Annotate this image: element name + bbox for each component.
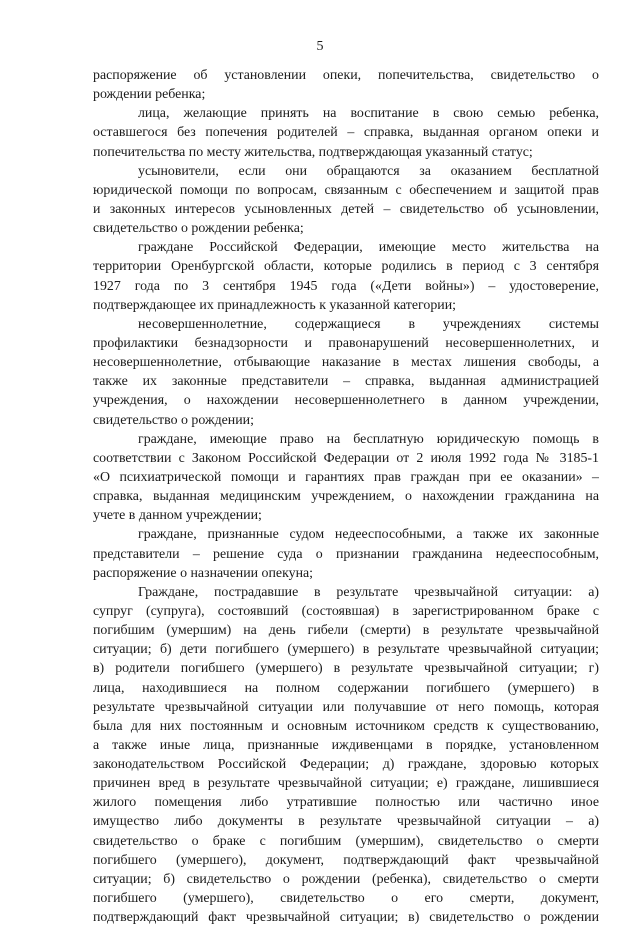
- text-line: также их законные представители – справка, выданная администрацией: [93, 374, 599, 390]
- text-line: лица, находившиеся на полном содержании погибшего (умершего) в: [93, 680, 599, 696]
- text-line: попечительства по месту жительства, подтверждающая указанный статус;: [93, 144, 533, 160]
- text-line: свидетельство о рождении;: [93, 412, 254, 428]
- text-line: лица, желающие принять на воспитание в свою семью ребенка,: [138, 106, 599, 122]
- text-line: распоряжение об установлении опеки, попечительства, свидетельство о: [93, 68, 599, 83]
- text-line: свидетельство о рождении ребенка;: [93, 221, 304, 237]
- text-line: «О психиатрической помощи и гарантиях прав граждан при ее оказании» –: [93, 469, 599, 485]
- text-line: была для них постоянным и основным источником средств к существованию,: [93, 718, 599, 734]
- text-line: причинен вред в результате чрезвычайной ситуации; е) граждане, лишившиеся: [93, 776, 599, 792]
- text-line: погибшим (умершим) на день гибели (смерти) в результате чрезвычайной: [93, 623, 599, 639]
- text-line: Граждане, пострадавшие в результате чрезвычайной ситуации: а): [138, 584, 599, 600]
- text-line: распоряжение о назначении опекуна;: [93, 565, 314, 581]
- text-line: несовершеннолетние, содержащиеся в учреждениях системы: [138, 316, 599, 332]
- text-line: соответствии с Законом Российской Федерации от 2 июля 1992 года № 3185-1: [93, 450, 599, 466]
- text-line: несовершеннолетние, отбывающие наказание в местах лишения свободы, а: [93, 355, 599, 371]
- text-line: имущество либо документы в результате чрезвычайной ситуации – а): [93, 814, 599, 830]
- text-line: ситуации; б) дети погибшего (умершего) в результате чрезвычайной ситуации;: [93, 642, 599, 658]
- text-line: граждане, имеющие право на бесплатную юридическую помощь в: [138, 431, 599, 447]
- text-line: и законных интересов усыновленных детей – свидетельство об усыновлении,: [93, 201, 599, 217]
- text-line: оставшегося без попечения родителей – справка, выданная органом опеки и: [93, 125, 599, 141]
- text-line: жилого помещения либо утратившие полностью или частично иное: [93, 795, 599, 811]
- text-line: подтверждающее их принадлежность к указанной категории;: [93, 297, 456, 313]
- text-line: учете в данном учреждении;: [93, 508, 262, 524]
- text-line: территории Оренбургской области, которые родились в период с 3 сентября: [93, 259, 599, 275]
- text-line: 1927 года по 3 сентября 1945 года («Дети войны») – удостоверение,: [93, 278, 599, 294]
- text-line: свидетельство о браке с погибшим (умершим), свидетельство о смерти: [93, 833, 599, 849]
- text-line: подтверждающий факт чрезвычайной ситуации; в) свидетельство о рождении: [93, 910, 599, 926]
- text-line: юридической помощи по вопросам, связанным с обеспечением и защитой прав: [93, 182, 599, 198]
- text-line: ситуации; б) свидетельство о рождении (ребенка), свидетельство о смерти: [93, 871, 599, 887]
- text-line: граждане Российской Федерации, имеющие место жительства на: [138, 240, 599, 256]
- text-line: учреждения, о нахождении несовершеннолетнего в данном учреждении,: [93, 393, 599, 409]
- text-line: профилактики безнадзорности и правонарушений несовершеннолетних, и: [93, 335, 599, 351]
- text-line: погибшего (умершего), свидетельство о его смерти, документ,: [93, 891, 599, 907]
- document-body: [93, 66, 599, 927]
- text-line: законодательством Российской Федерации; д) граждане, здоровью которых: [93, 757, 599, 773]
- text-line: усыновители, если они обращаются за оказанием бесплатной: [138, 163, 599, 179]
- text-line: справка, выданная медицинским учреждением, о нахождении гражданина на: [93, 489, 599, 505]
- text-line: в) родители погибшего (умершего) в результате чрезвычайной ситуации; г): [93, 661, 599, 677]
- text-line: граждане, признанные судом недееспособными, а также их законные: [138, 527, 599, 543]
- text-line: супруг (супруга), состоявший (состоявшая) в зарегистрированном браке с: [93, 603, 599, 619]
- text-line: представители – решение суда о признании гражданина недееспособным,: [93, 546, 599, 562]
- page-number: 5: [316, 39, 324, 54]
- text-line: погибшего (умершего), документ, подтверждающий факт чрезвычайной: [93, 852, 599, 868]
- text-line: результате чрезвычайной ситуации или получавшие от него помощь, которая: [93, 699, 599, 715]
- text-line: а также иные лица, признанные иждивенцами в порядке, установленном: [93, 737, 599, 753]
- text-line: рождении ребенка;: [93, 87, 206, 103]
